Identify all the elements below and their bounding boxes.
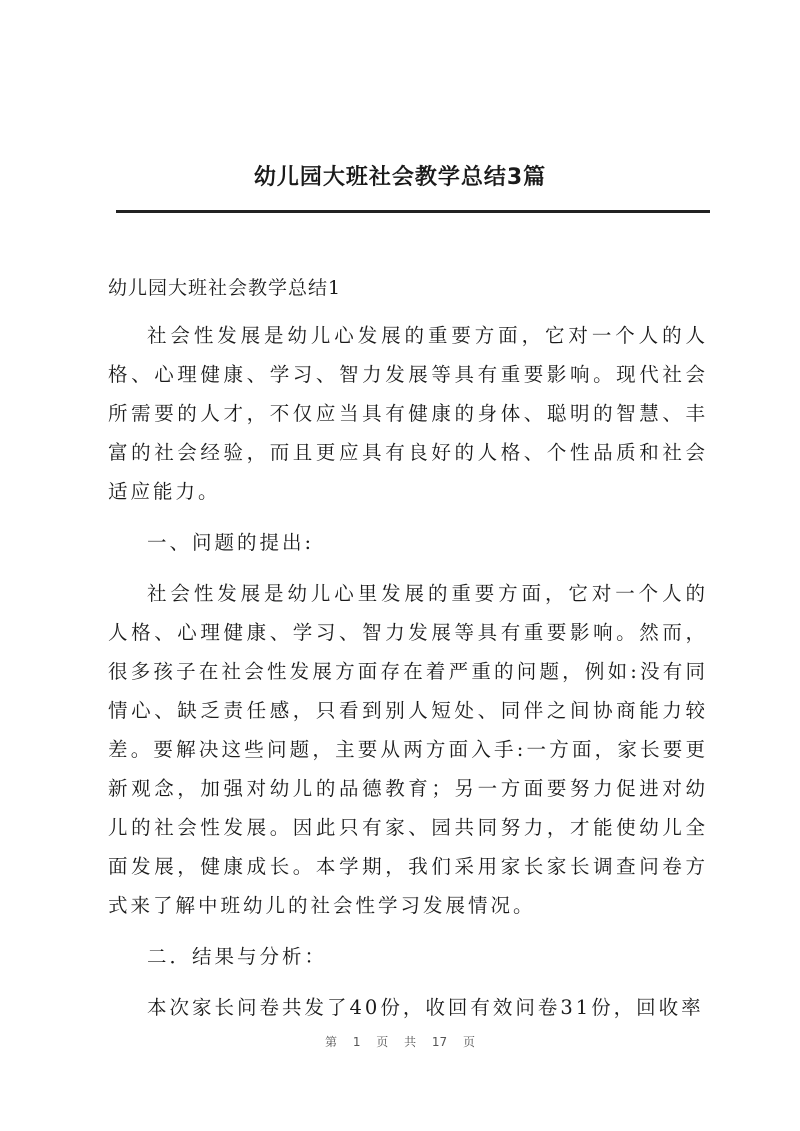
- paragraph-heading-results: 二．结果与分析：: [147, 945, 328, 968]
- paragraph-results: 本次家长问卷共发了40份，收回有效问卷31份，回收率: [147, 996, 704, 1019]
- paragraph-problem: 社会性发展是幼儿心里发展的重要方面，它对一个人的人格、心理健康、学习、智力发展等具有重要影响。然而，很多孩子在社会性发展方面存在着严重的问题，例如:没有同情心、缺乏责任感，只看到别人短处、同伴之间协商能力较差。要解决这些问题，主要从两方面入手:一方面，家长要更新观念，加强对幼儿的品德教育；另一方面要努力促进对幼儿的社会性发展。因此只有家、园共同努力，才能使幼儿全面发展，健康成长。本学期，我们采用家长家长调查问卷方式来了解中班幼儿的社会性学习发展情况。: [108, 582, 708, 917]
- document-title: 幼儿园大班社会教学总结3篇: [253, 165, 547, 190]
- page-number-footer: 第 1 页 共 17 页: [325, 1035, 475, 1049]
- paragraph-intro: 社会性发展是幼儿心发展的重要方面，它对一个人的人格、心理健康、学习、智力发展等具有重要影响。现代社会所需要的人才，不仅应当具有健康的身体、聪明的智慧、丰富的社会经验，而且更应具有良好的人格、个性品质和社会适应能力。: [108, 324, 708, 503]
- paragraph-heading-problem: 一、问题的提出:: [147, 531, 315, 554]
- title-divider: [116, 210, 710, 213]
- document-body: [108, 272, 708, 1039]
- section-heading: 幼儿园大班社会教学总结1: [108, 277, 342, 299]
